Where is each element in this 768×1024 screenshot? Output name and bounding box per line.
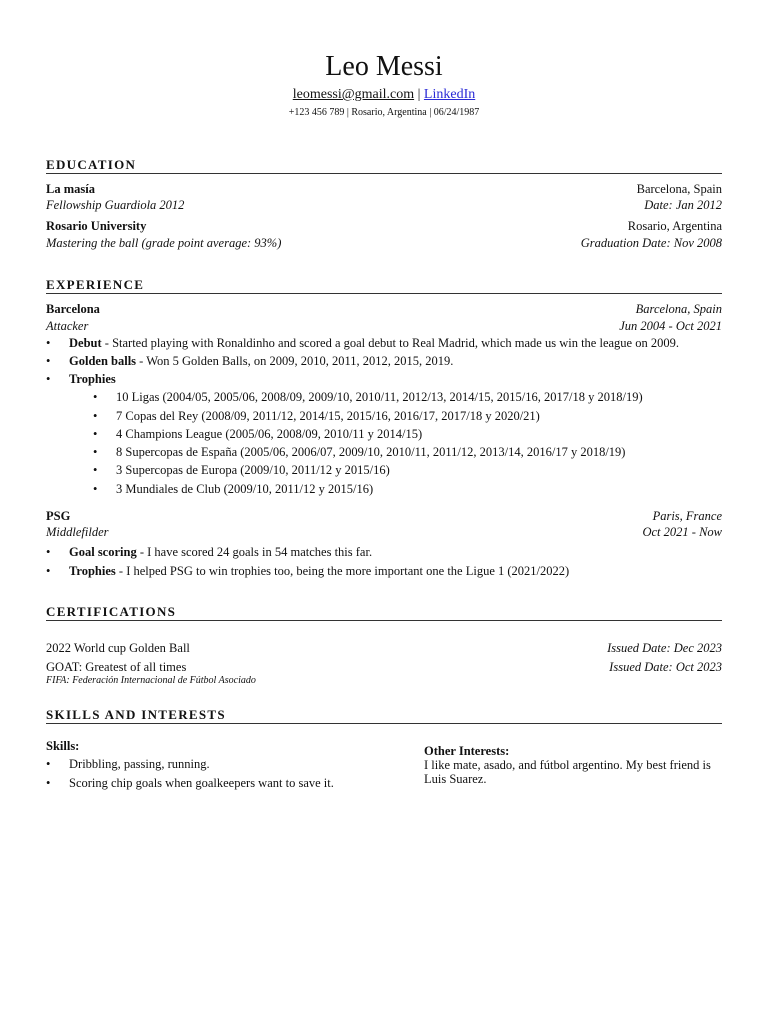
school-name: La masía: [46, 182, 95, 196]
certification-name: 2022 World cup Golden Ball: [46, 641, 190, 655]
bullet: •: [93, 482, 98, 496]
contact-separator: |: [417, 87, 421, 102]
school-date: Date: Jan 2012: [644, 198, 722, 212]
education-item-1-detail: [46, 197, 722, 215]
bullet: •: [46, 372, 51, 386]
job-psg-role: [46, 524, 722, 542]
bullet-text: - Won 5 Golden Balls, on 2009, 2010, 2011, 2012, 2015, 2019.: [136, 354, 454, 368]
bullet-text: - I have scored 24 goals in 54 matches this far.: [136, 545, 373, 559]
certification-name: GOAT: Greatest of all times: [46, 660, 187, 674]
school-name: Rosario University: [46, 219, 147, 233]
job-date: Oct 2021 - Now: [642, 525, 722, 539]
job-company: PSG: [46, 509, 71, 523]
trophy-text: 3 Mundiales de Club (2009/10, 2011/12 y 2015/16): [116, 482, 374, 496]
bullet: •: [93, 390, 98, 404]
education-item-2-detail: [46, 235, 722, 253]
job-role: Middlefilder: [46, 525, 109, 539]
job-role: Attacker: [46, 319, 89, 333]
trophy-text: 3 Supercopas de Europa (2009/10, 2011/12 y 2015/16): [116, 463, 390, 477]
bullet: •: [93, 409, 98, 423]
school-location: Rosario, Argentina: [627, 219, 722, 233]
job-date: Jun 2004 - Oct 2021: [619, 319, 722, 333]
job-company: Barcelona: [46, 302, 100, 316]
school-detail: Mastering the ball (grade point average: 93%): [46, 236, 282, 250]
bullet-label: Trophies: [69, 564, 116, 578]
trophy-text: 4 Champions League (2005/06, 2008/09, 2010/11 y 2014/15): [116, 427, 423, 441]
job-barcelona-role: [46, 318, 722, 336]
interests-label: Other Interests:: [424, 744, 510, 758]
contact-meta: +123 456 789 | Rosario, Argentina | 06/24/1987: [288, 107, 480, 118]
bullet: •: [46, 336, 51, 350]
bullet-text: - I helped PSG to win trophies too, being the more important one the Ligue 1 (2021/2022): [115, 564, 570, 578]
bullet: •: [46, 776, 51, 790]
job-psg: [46, 508, 722, 526]
skill-text: Scoring chip goals when goalkeepers want to save it.: [69, 776, 334, 790]
interests-text: I like mate, asado, and fútbol argentino. My best friend is Luis Suarez.: [424, 758, 711, 787]
experience-heading: EXPERIENCE: [46, 277, 722, 294]
certification-item: [46, 640, 722, 658]
bullet: •: [46, 564, 51, 578]
trophy-text: 10 Ligas (2004/05, 2005/06, 2008/09, 2009/10, 2010/11, 2012/13, 2014/15, 2015/16, 2017/18 y 2018/19): [116, 390, 643, 404]
bullet-text: - Started playing with Ronaldinho and scored a goal debut to Real Madrid, which made us win the league on 2009.: [101, 336, 679, 350]
job-location: Barcelona, Spain: [635, 302, 722, 316]
certifications-heading: CERTIFICATIONS: [46, 604, 722, 621]
education-item-1: [46, 181, 722, 199]
person-name: Leo Messi: [325, 51, 443, 82]
bullet: •: [93, 463, 98, 477]
education-item-2: [46, 218, 722, 236]
trophy-text: 7 Copas del Rey (2008/09, 2011/12, 2014/15, 2015/16, 2016/17, 2017/18 y 2020/21): [116, 409, 540, 423]
bullet-label: Goal scoring: [69, 545, 137, 559]
linkedin-link[interactable]: LinkedIn: [423, 87, 476, 102]
bullet-label: Golden balls: [69, 354, 137, 368]
trophy-text: 8 Supercopas de España (2005/06, 2006/07, 2009/10, 2010/11, 2011/12, 2013/14, 2016/17 y 2018/19): [116, 445, 626, 459]
skills-label: Skills:: [46, 739, 80, 753]
job-location: Paris, France: [652, 509, 722, 523]
contact-line: [0, 85, 768, 105]
certification-date: Issued Date: Oct 2023: [609, 660, 722, 674]
bullet: •: [93, 427, 98, 441]
bullet: •: [46, 757, 51, 771]
email-link[interactable]: leomessi@gmail.com: [292, 87, 415, 102]
certification-issuer: FIFA: Federación Internacional de Fútbol Asociado: [46, 675, 256, 686]
school-location: Barcelona, Spain: [636, 182, 722, 196]
school-detail: Fellowship Guardiola 2012: [46, 198, 185, 212]
bullet-label: Debut: [69, 336, 102, 350]
bullet-label: Trophies: [69, 372, 116, 386]
bullet: •: [93, 445, 98, 459]
job-barcelona: [46, 301, 722, 319]
bullet: •: [46, 354, 51, 368]
skill-text: Dribbling, passing, running.: [69, 757, 210, 771]
bullet: •: [46, 545, 51, 559]
skills-heading: SKILLS AND INTERESTS: [46, 707, 722, 724]
certification-date: Issued Date: Dec 2023: [607, 641, 722, 655]
school-date: Graduation Date: Nov 2008: [580, 236, 722, 250]
education-heading: EDUCATION: [46, 157, 722, 174]
